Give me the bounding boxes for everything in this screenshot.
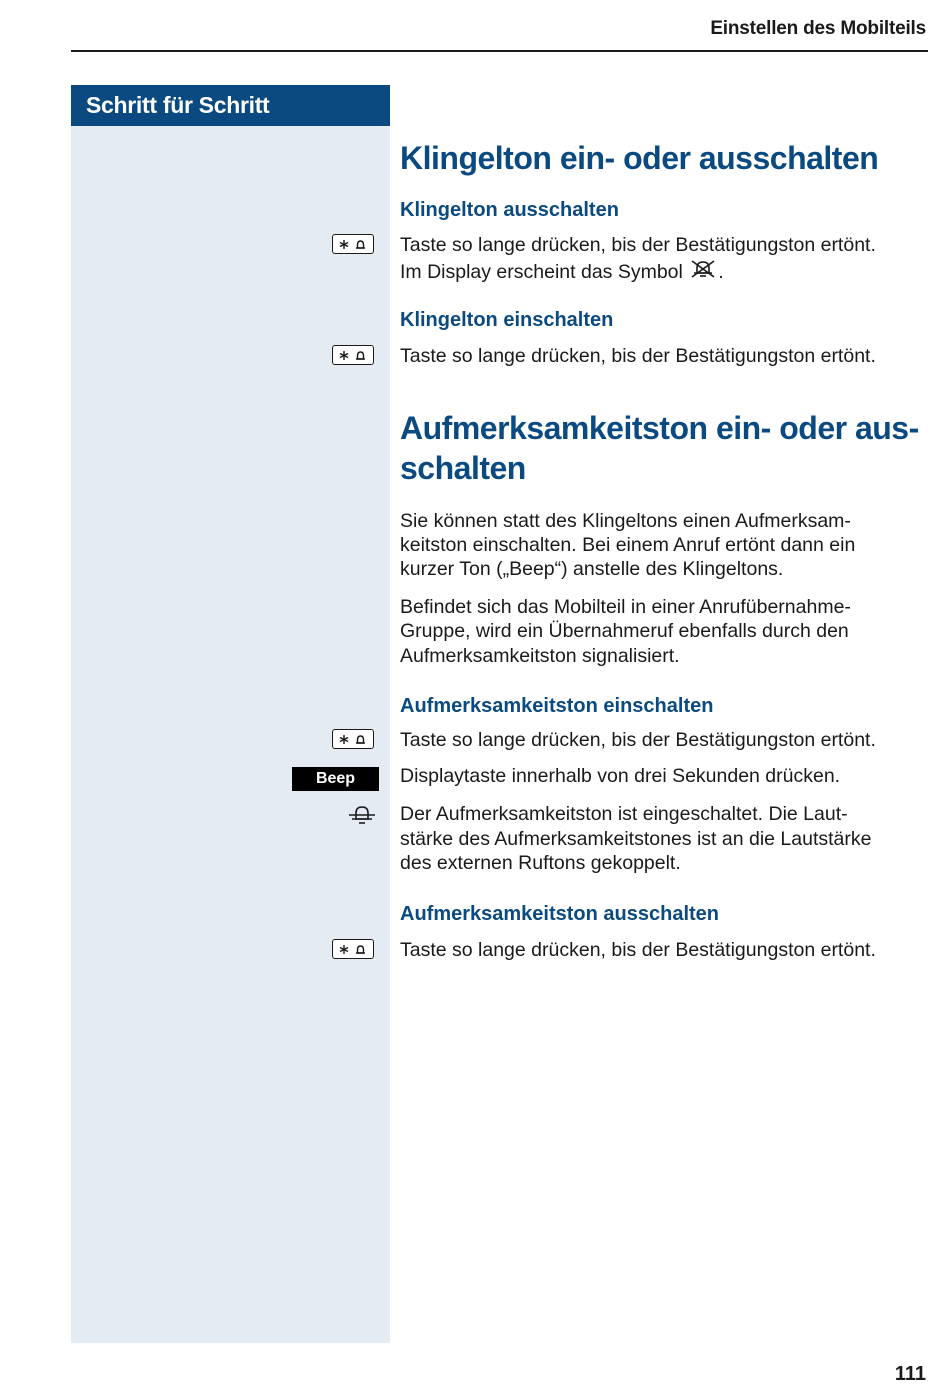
step-text-symbol	[400, 258, 724, 285]
running-header: Einstellen des Mobilteils	[710, 18, 926, 39]
star-bell-key-icon	[332, 345, 374, 365]
step-text: Taste so lange drücken, bis der Bestätigungston ertönt.	[400, 345, 876, 367]
header-rule	[71, 50, 928, 52]
heading-ringtone-on: Klingelton einschalten	[400, 309, 614, 331]
step-text: Der Aufmerksamkeitston ist eingeschaltet. Die Laut-	[400, 803, 848, 825]
step-text: Taste so lange drücken, bis der Bestätigungston ertönt.	[400, 234, 876, 256]
step-by-step-title: Schritt für Schritt	[71, 85, 390, 126]
star-bell-key-icon	[332, 939, 374, 959]
heading-ringtone-off: Klingelton ausschalten	[400, 199, 619, 221]
intro-text: Befindet sich das Mobilteil in einer Anrufübernahme-	[400, 596, 851, 618]
page-number: 111	[894, 1363, 926, 1385]
step-text-end: .	[718, 261, 724, 283]
beep-display-key[interactable]: Beep	[292, 767, 379, 791]
step-text: Taste so lange drücken, bis der Bestätigungston ertönt.	[400, 729, 876, 751]
section-title-ringtone: Klingelton ein- oder ausschalten	[400, 140, 879, 176]
section-title-attention-l1: Aufmerksamkeitston ein- oder aus-	[400, 410, 919, 446]
intro-text: Gruppe, wird ein Übernahmeruf ebenfalls durch den	[400, 620, 849, 642]
intro-text: Sie können statt des Klingeltons einen Aufmerksam-	[400, 510, 851, 532]
bell-crossed-icon	[688, 258, 718, 280]
step-text: stärke des Aufmerksamkeitstones ist an die Lautstärke	[400, 828, 872, 850]
heading-attention-off: Aufmerksamkeitston ausschalten	[400, 903, 720, 925]
intro-text: kurzer Ton („Beep“) anstelle des Klingeltons.	[400, 558, 784, 580]
step-text: Taste so lange drücken, bis der Bestätigungston ertönt.	[400, 939, 876, 961]
intro-text: keitston einschalten. Bei einem Anruf ertönt dann ein	[400, 534, 856, 556]
step-by-step-column	[71, 85, 390, 1343]
step-text: Displaytaste innerhalb von drei Sekunden drücken.	[400, 765, 841, 787]
step-text: des externen Ruftons gekoppelt.	[400, 852, 681, 874]
star-bell-key-icon	[332, 234, 374, 254]
star-bell-key-icon	[332, 729, 374, 749]
heading-attention-on: Aufmerksamkeitston einschalten	[400, 695, 714, 717]
intro-text: Aufmerksamkeitston signalisiert.	[400, 645, 680, 667]
step-text: Im Display erscheint das Symbol	[400, 261, 683, 283]
beep-bell-icon	[346, 803, 378, 827]
section-title-attention-l2: schalten	[400, 450, 526, 486]
